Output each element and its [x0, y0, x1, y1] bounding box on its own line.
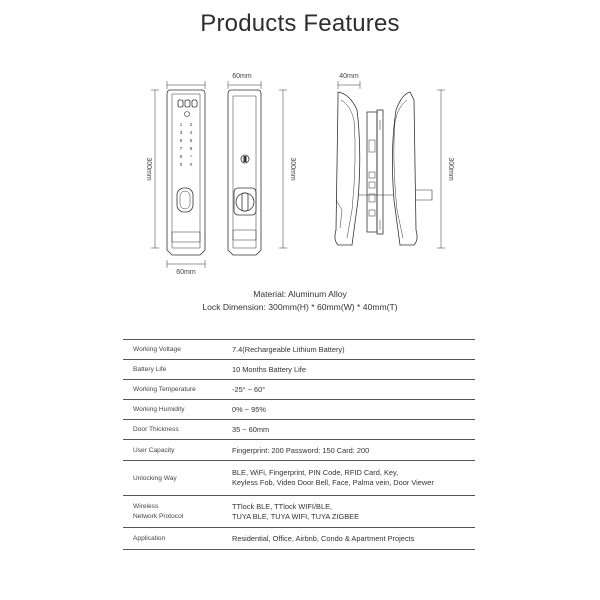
material-info: [0, 288, 600, 314]
table-row: [123, 440, 475, 461]
table-row: [123, 380, 475, 400]
spec-label: Application: [123, 528, 232, 550]
front-view: [145, 81, 205, 276]
table-row: [123, 461, 475, 496]
spec-value: [232, 496, 475, 528]
svg-text:9: 9: [179, 154, 183, 159]
table-row: [123, 400, 475, 420]
spec-label-line: Network Protocol: [133, 512, 184, 520]
spec-label: Unlocking Way: [123, 461, 232, 496]
svg-text:#: #: [189, 162, 193, 167]
spec-label: Battery Life: [123, 360, 232, 380]
spec-label-line: Wireless: [133, 502, 159, 510]
spec-value-line: BLE, WiFi, Fingerprint, PIN Code, RFID Card, Key,: [232, 468, 399, 477]
material-line: Material: Aluminum Alloy: [253, 289, 347, 299]
table-row: [123, 420, 475, 440]
back-width-label: 60mm: [232, 73, 252, 80]
spec-value: [232, 461, 475, 496]
spec-label: Working Voltage: [123, 340, 232, 360]
spec-label: [123, 496, 232, 528]
table-row: [123, 496, 475, 528]
front-height-label: 300mm: [145, 157, 152, 181]
spec-value: Fingerprint: 200 Password: 150 Card: 200: [232, 440, 475, 461]
spec-value: Residential, Office, Airbnb, Condo & Apartment Projects: [232, 528, 475, 550]
lock-technical-drawing: [0, 60, 600, 285]
table-row: [123, 360, 475, 380]
dimension-line: Lock Dimension: 300mm(H) * 60mm(W) * 40mm(T): [202, 302, 398, 312]
side-thickness-label: 40mm: [339, 73, 359, 80]
svg-text:8: 8: [189, 146, 193, 151]
page-title: Products Features: [200, 10, 400, 37]
svg-text:*: *: [190, 154, 192, 159]
bottom-width-label: 60mm: [176, 269, 196, 276]
back-view: [228, 73, 296, 255]
spec-value-line: TTlock BLE, TTlock WIFI/BLE,: [232, 501, 333, 511]
side-height-label: 300mm: [447, 157, 454, 181]
svg-text:1: 1: [179, 122, 183, 127]
spec-value-line: Keyless Fob, Video Door Bell, Face, Palma vein, Door Viewer: [232, 478, 434, 487]
keypad: [180, 122, 193, 167]
svg-text:0: 0: [179, 162, 183, 167]
svg-text:5: 5: [179, 138, 183, 143]
back-height-label: 300mm: [289, 157, 296, 181]
svg-text:2: 2: [189, 122, 193, 127]
table-row: [123, 340, 475, 360]
table-row: [123, 528, 475, 550]
svg-text:3: 3: [179, 130, 183, 135]
svg-text:6: 6: [189, 138, 193, 143]
spec-label: Working Temperature: [123, 380, 232, 400]
side-view: [335, 73, 454, 248]
svg-text:7: 7: [179, 146, 183, 151]
spec-value-line: TUYA BLE, TUYA WIFI, TUYA ZIGBEE: [232, 511, 360, 521]
spec-value: 7.4(Rechargeable Lithium Battery): [232, 340, 475, 360]
spec-value: 10 Months Battery Life: [232, 360, 475, 380]
spec-value: -25° ~ 60°: [232, 380, 475, 400]
spec-value: 0% ~ 95%: [232, 400, 475, 420]
spec-label: User Capacity: [123, 440, 232, 461]
spec-value: 35 ~ 60mm: [232, 420, 475, 440]
spec-table: [123, 339, 475, 550]
svg-text:4: 4: [189, 130, 193, 135]
spec-label: Working Humidity: [123, 400, 232, 420]
spec-label: Door Thickness: [123, 420, 232, 440]
